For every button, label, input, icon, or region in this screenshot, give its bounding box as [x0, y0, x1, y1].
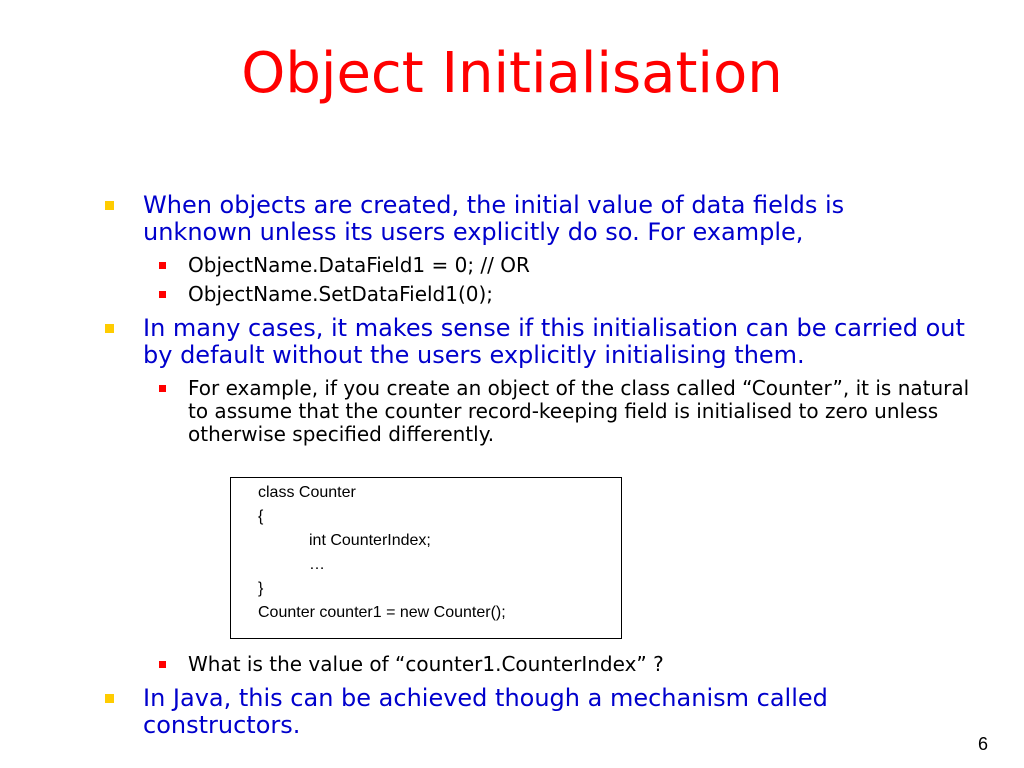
slide-title: Object Initialisation — [241, 41, 783, 106]
code-line: int CounterIndex; — [309, 532, 431, 549]
bullet-item-2 — [143, 315, 973, 369]
sub-bullet-square-icon — [159, 385, 166, 392]
code-line: { — [258, 508, 264, 525]
code-example-box — [230, 477, 622, 639]
code-line: } — [258, 580, 264, 597]
code-line: class Counter — [258, 484, 356, 501]
sub-bullet-square-icon — [159, 291, 166, 298]
bullet-square-icon — [105, 324, 114, 333]
sub-item-2-1 — [188, 377, 988, 446]
sub-item-text: ObjectName.DataField1 = 0; // OR — [188, 253, 530, 277]
bullet-text: In many cases, it makes sense if this initialisation can be carried out by default without the users explicitly initialising them. — [143, 314, 965, 369]
bullet-text: When objects are created, the initial value of data fields is unknown unless its users explicitly do so. For example, — [143, 191, 845, 246]
bullet-square-icon — [105, 201, 114, 210]
code-line: Counter counter1 = new Counter(); — [258, 604, 506, 621]
sub-item-text: For example, if you create an object of the class called “Counter”, it is natural to assume that the counter record-keeping field is initialised to zero unless otherwise specified differently. — [188, 376, 970, 446]
code-line: … — [309, 556, 325, 573]
sub-item-1-2 — [188, 283, 968, 306]
sub-item-text: ObjectName.SetDataField1(0); — [188, 282, 494, 306]
page-number: 6 — [977, 734, 988, 754]
sub-bullet-square-icon — [159, 661, 166, 668]
sub-item-text: What is the value of “counter1.CounterIndex” ? — [188, 652, 664, 676]
sub-item-2-2 — [188, 653, 968, 676]
bullet-text: In Java, this can be achieved though a mechanism called constructors. — [143, 684, 828, 739]
bullet-item-3 — [143, 685, 903, 739]
sub-item-1-1 — [188, 254, 968, 277]
bullet-square-icon — [105, 694, 114, 703]
bullet-item-1 — [143, 192, 903, 246]
sub-bullet-square-icon — [159, 262, 166, 269]
